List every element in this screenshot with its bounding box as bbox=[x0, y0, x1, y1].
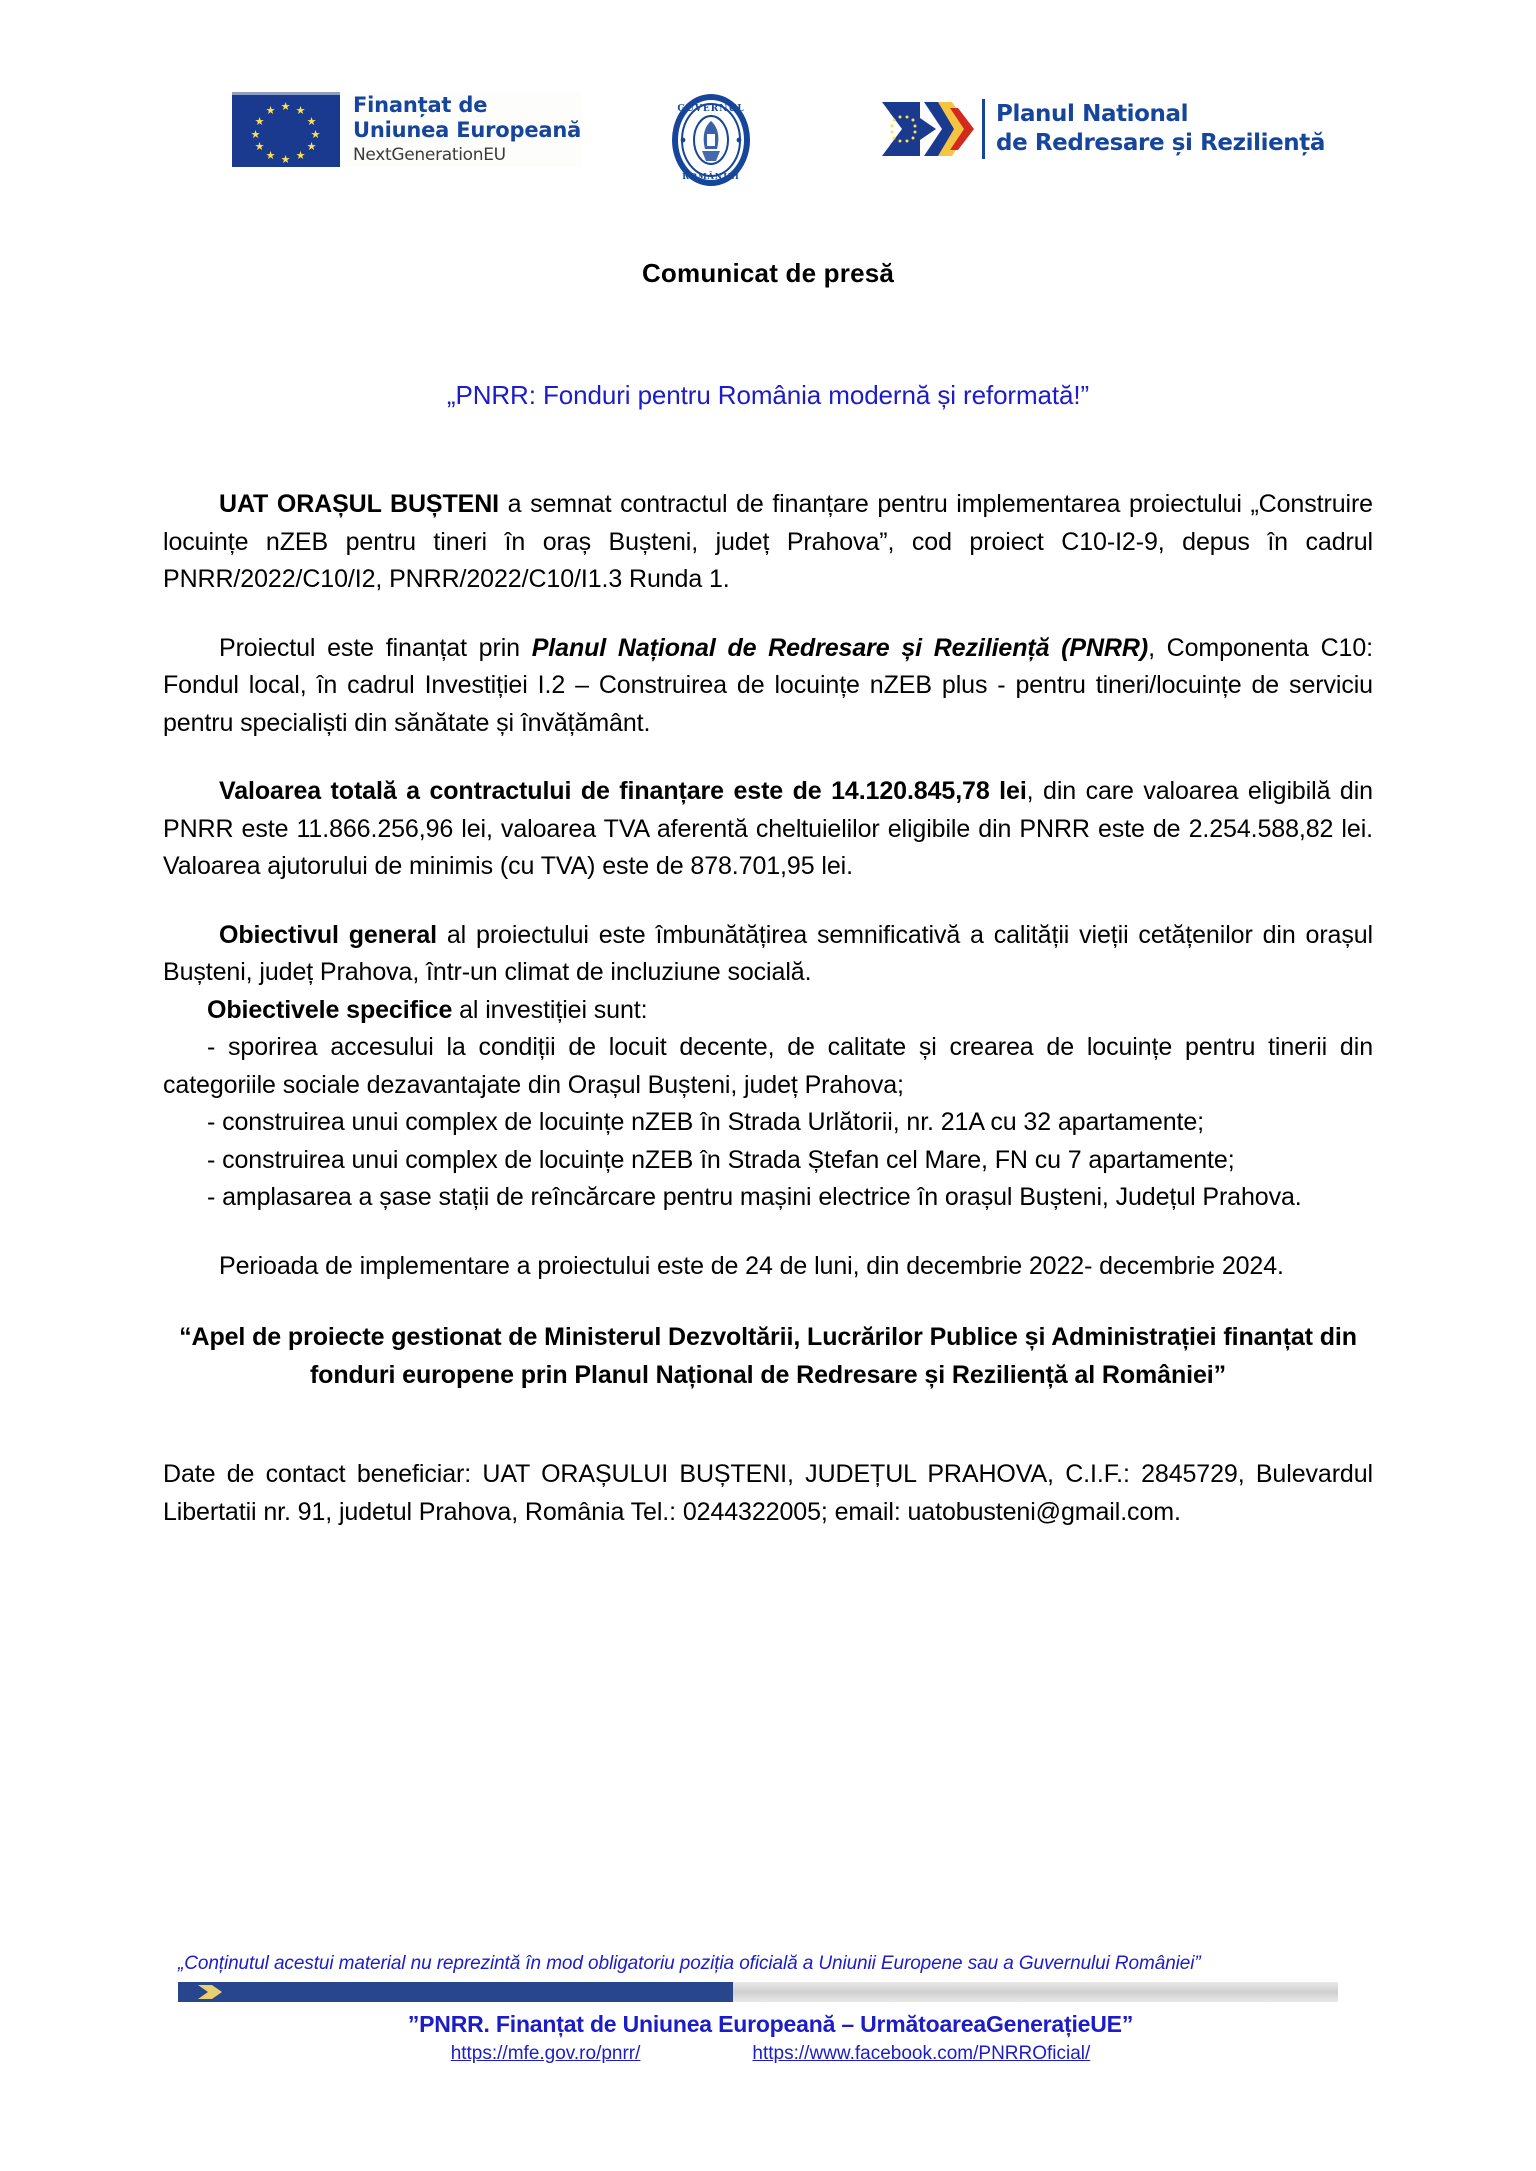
paragraph-financing-lead: Proiectul este finanțat prin bbox=[219, 633, 532, 662]
paragraph-specific-objectives-heading bbox=[163, 992, 1373, 1030]
pnrr-logo bbox=[880, 98, 1325, 160]
eu-logo-line2: Uniunea Europeană bbox=[353, 118, 582, 142]
footer-decorative-bar bbox=[178, 1982, 1338, 2002]
pnrr-logo-line2: de Redresare și Reziliență bbox=[996, 130, 1325, 156]
page-footer bbox=[178, 1950, 1363, 2065]
objective-bullet-4: - amplasarea a șase stații de reîncărcare pentru mașini electrice în orașul Bușteni, Județul Prahova. bbox=[207, 1183, 1302, 1211]
pnrr-program-name: Planul Național de Redresare și Reziliență (PNRR) bbox=[531, 633, 1149, 662]
footer-disclaimer: „Conținutul acestui material nu reprezintă în mod obligatoriu poziția oficială a Uniunii Europene sau a Guvernului României” bbox=[178, 1953, 1201, 1974]
pnrr-arrow-flags-icon bbox=[880, 98, 978, 160]
svg-text:GUVERNUL: GUVERNUL bbox=[677, 104, 745, 114]
paragraph-implementation-period: Perioada de implementare a proiectului este de 24 de luni, din decembrie 2022- decembrie 2024. bbox=[219, 1251, 1284, 1280]
svg-text:ROMÂNIEI: ROMÂNIEI bbox=[682, 171, 740, 181]
specific-objectives-label: Obiectivele specifice bbox=[207, 995, 453, 1024]
paragraph-financing-rest: , Componenta C10: Fondul local, în cadrul Investiției I.2 – Construirea de locuințe nZEB plus - pentru tineri/locuințe de serviciu pentru specialiști din sănătate și învățământ. bbox=[163, 633, 1373, 737]
footer-links bbox=[178, 2043, 1363, 2065]
pnrr-logo-divider bbox=[982, 99, 985, 159]
general-objective-label: Obiectivul general bbox=[219, 920, 437, 949]
footer-link-facebook[interactable]: https://www.facebook.com/PNRROficial/ bbox=[752, 2043, 1091, 2064]
paragraph-contract-value bbox=[163, 773, 1373, 886]
government-of-romania-seal-icon bbox=[672, 94, 750, 186]
eu-logo-line3: NextGenerationEU bbox=[353, 145, 506, 165]
objective-bullet-3: - construirea unui complex de locuințe nZEB în Strada Ștefan cel Mare, FN cu 7 apartamente; bbox=[207, 1145, 1235, 1174]
eu-logo-line1: Finanțat de bbox=[353, 93, 488, 117]
paragraph-contract-value-rest: , din care valoarea eligibilă din PNRR este 11.866.256,96 lei, valoarea TVA aferentă cheltuielilor eligibile din PNRR este de 2.254.588,82 lei. Valoarea ajutorului de minimis (cu TVA) este de 878.701,95 lei. bbox=[163, 777, 1373, 880]
beneficiary-name: UAT ORAȘUL BUȘTENI bbox=[219, 490, 500, 518]
objective-bullet-1: - sporirea accesului la condiții de locuit decente, de calitate și crearea de locuințe pentru tinerii din categoriile sociale dezavantajate din Orașul Bușteni, județ Prahova; bbox=[163, 1033, 1373, 1099]
footer-tagline: ”PNRR. Finanțat de Uniunea Europeană – UrmătoareaGenerațieUE” bbox=[407, 2011, 1134, 2037]
beneficiary-contact-details: Date de contact beneficiar: UAT ORAȘULUI BUȘTENI, JUDEȚUL PRAHOVA, C.I.F.: 2845729, Bulevardul Libertatii nr. 91, judetul Prahova, România Tel.: 0244322005; email: uatobusteni@gmail.com. bbox=[163, 1460, 1373, 1526]
eu-funding-logo bbox=[232, 92, 581, 167]
general-objective-text: al proiectului este îmbunătățirea semnificativă a calității vieții cetățenilor din orașul Bușteni, județ Prahova, într-un climat de incluziune socială. bbox=[163, 920, 1374, 986]
closing-statement: “Apel de proiecte gestionat de Ministerul Dezvoltării, Lucrărilor Publice și Administrației finanțat din fonduri europene prin Planul Național de Redresare și Reziliență al României” bbox=[179, 1323, 1357, 1389]
paragraph-contract-signed bbox=[163, 486, 1373, 599]
paragraph-financing-source bbox=[163, 630, 1373, 743]
total-contract-value: Valoarea totală a contractului de finanțare este de 14.120.845,78 lei bbox=[219, 777, 1027, 805]
pnrr-logo-text bbox=[996, 100, 1325, 158]
logo-band bbox=[0, 92, 1536, 187]
pnrr-logo-line1: Planul National bbox=[996, 101, 1189, 127]
footer-arrows-icon bbox=[182, 1983, 262, 2001]
page-subtitle: „PNRR: Fonduri pentru România modernă și reformată!” bbox=[446, 380, 1090, 410]
european-union-flag-icon: ★ ★ ★ ★ ★ ★ ★ ★ ★ ★ ★ ★ bbox=[232, 92, 340, 167]
document-body bbox=[163, 486, 1373, 1531]
eu-logo-text bbox=[353, 92, 581, 167]
specific-objectives-text: al investiției sunt: bbox=[452, 995, 648, 1024]
footer-link-mfe[interactable]: https://mfe.gov.ro/pnrr/ bbox=[450, 2043, 641, 2064]
paragraph-general-objective bbox=[163, 917, 1373, 992]
paragraph-contract-signed-text: a semnat contractul de finanțare pentru implementarea proiectului „Construire locuințe nZEB pentru tineri în oraș Bușteni, județ Prahova”, cod proiect C10-I2-9, depus în cadrul PNRR/2022/C10/I2, PNRR/2022/C10/I1.3 Runda 1. bbox=[163, 490, 1373, 593]
page-title: Comunicat de presă bbox=[641, 258, 895, 288]
objective-bullet-2: - construirea unui complex de locuințe nZEB în Strada Urlătorii, nr. 21A cu 32 apartamente; bbox=[207, 1108, 1204, 1136]
